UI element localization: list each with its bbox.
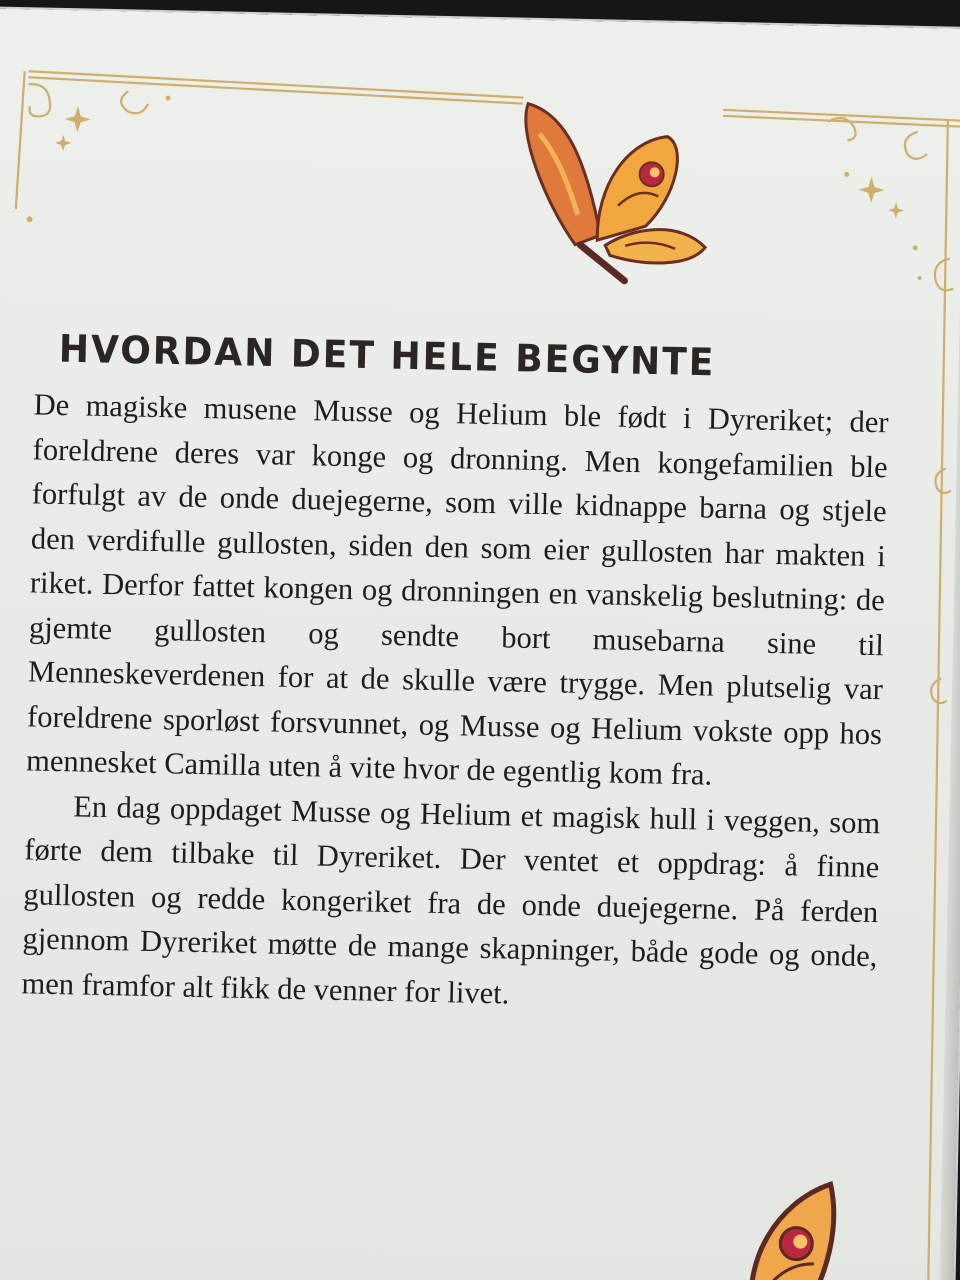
sparkle-icon [858, 177, 885, 204]
sparkle-icon [64, 106, 91, 133]
butterfly-wing-icon [733, 1172, 846, 1280]
text-content [21, 327, 890, 1023]
butterfly-icon [504, 93, 718, 287]
sparkle-icon [888, 202, 904, 218]
paragraph-1: De magiske musene Musse og Helium ble født i Dyreriket; der foreldrene deres var konge og dronning. Men kongefamilien ble forfulgt av de onde duejegerne, som ville kidnappe barna og stjele den verdifulle gullosten, siden den som eier gullosten har makten i riket. Derfor fattet kongen og dronningen en vanskelig beslutning: de gjemte gullosten og sendte bort musebarna sine til Menneskeverdenen for at de skulle være trygge. Men plutselig var foreldrene sporløst forsvunnet, og Musse og Helium vokste opp hos mennesket Camilla uten å vite hvor de egentlig kom fra. [25, 387, 889, 792]
book-page [0, 8, 960, 1280]
sparkle-icon [55, 135, 71, 151]
paragraph-2: En dag oppdaget Musse og Helium et magisk hull i veggen, som førte dem tilbake til Dyreriket. Der ventet et oppdrag: å finne gullosten og redde kongeriket fra de onde duejegerne. På ferden gjennom Dyreriket møtte de mange skapninger, både gode og onde, men framfor alt fikk de venner for livet. [21, 788, 881, 1011]
page-title: HVORDAN DET HELE BEGYNTE [58, 327, 716, 385]
